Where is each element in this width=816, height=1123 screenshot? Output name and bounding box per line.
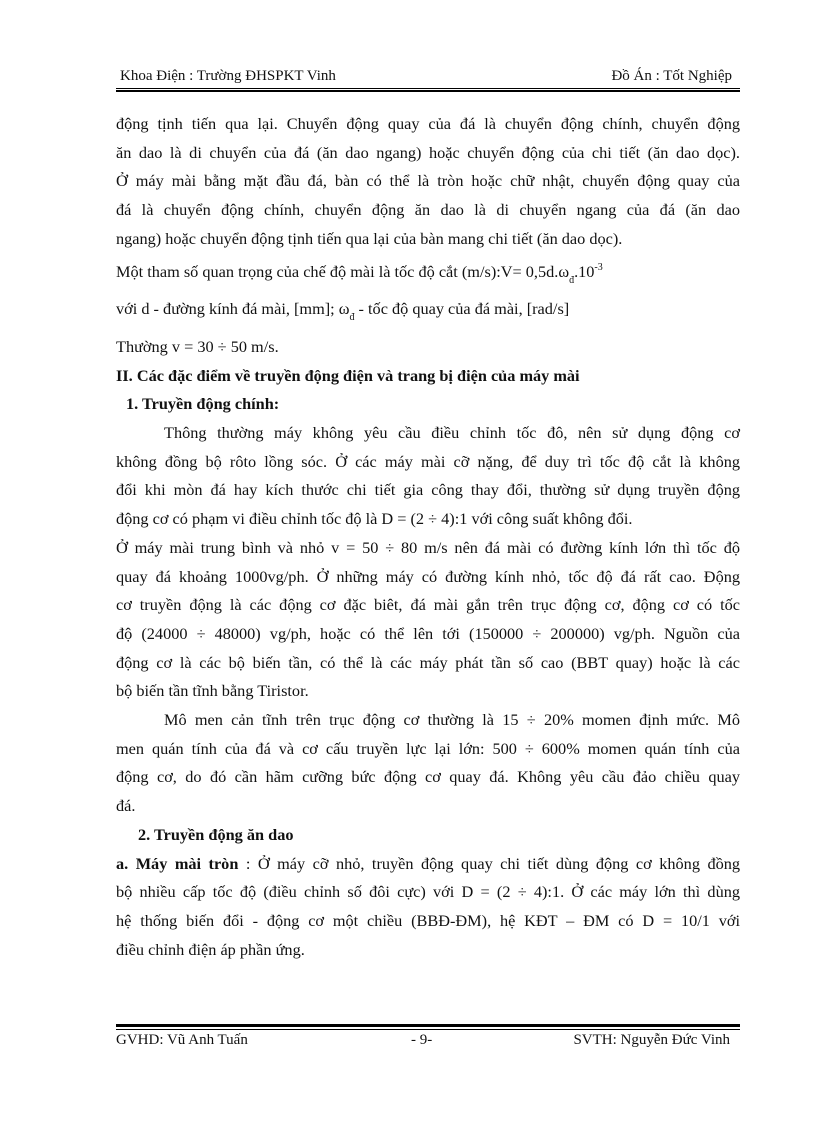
page-body [116, 110, 740, 964]
paragraph-line: ngang) hoặc chuyển động tịnh tiến qua lại của bàn mang chi tiết (ăn dao dọc). [116, 228, 623, 248]
paragraph-line: điều chỉnh điện áp phần ứng. [116, 939, 305, 959]
variable-subscript: đ [349, 312, 355, 324]
paragraph-line: Ở máy mài trung bình và nhỏ v = 50 ÷ 80 m/s nên đá mài có đường kính lớn thì tốc độ [116, 537, 740, 557]
formula-text: Một tham số quan trọng của chế độ mài là tốc độ cắt (m/s):V= 0,5d.ω [116, 261, 570, 281]
bold-lead: a. Máy mài tròn [116, 853, 239, 873]
paragraph-text: : Ở máy cỡ nhỏ, truyền động quay chi tiết dùng động cơ không đồng [238, 853, 741, 873]
header-right: Đồ Án : Tốt Nghiệp [611, 68, 732, 84]
footer-rule [116, 1029, 740, 1030]
formula-subscript: đ [569, 274, 575, 286]
paragraph-line [116, 850, 740, 879]
paragraph-line: ăn dao là di chuyển của đá (ăn dao ngang) hoặc chuyển động của chi tiết (ăn dao dọc). [116, 142, 740, 162]
paragraph-line: không đồng bộ rôto lồng sóc. Ở các máy mài cỡ nặng, để duy trì tốc độ cắt là không [116, 451, 740, 471]
footer-supervisor: GVHD: Vũ Anh Tuấn [116, 1032, 248, 1048]
header-rule [116, 88, 740, 89]
paragraph-line: đá. [116, 796, 136, 816]
cutting-speed-formula [116, 254, 740, 296]
subsection-heading-main-drive: 1. Truyền động chính: [126, 394, 280, 414]
paragraph-line: độ (24000 ÷ 48000) vg/ph, hoặc có thể lên tới (150000 ÷ 200000) vg/ph. Nguồn của [116, 623, 740, 643]
formula-superscript: -3 [594, 261, 603, 273]
page-number: - 9- [411, 1032, 433, 1048]
footer-rule-thick [116, 1024, 740, 1027]
subsection-heading-feed-drive: 2. Truyền động ăn dao [138, 824, 294, 844]
paragraph-line: Thông thường máy không yêu cầu điều chỉnh tốc đô, nên sử dụng động cơ [164, 423, 740, 443]
variable-definition [116, 295, 740, 333]
paragraph-line: quay đá khoảng 1000vg/ph. Ở những máy có đường kính nhỏ, tốc độ đá rất cao. Động [116, 566, 740, 586]
header-rule-thick [116, 90, 740, 92]
formula-factor: .10 [574, 261, 595, 281]
paragraph-line: động cơ, do đó cần hãm cưỡng bức động cơ quay đá. Không yêu cầu đảo chiều quay [116, 767, 740, 787]
paragraph-line: động cơ có phạm vi điều chỉnh tốc độ là D = (2 ÷ 4):1 với công suất không đổi. [116, 509, 633, 529]
paragraph-line: hệ thống biến đổi - động cơ một chiều (BBĐ-ĐM), hệ KĐT – ĐM có D = 10/1 với [116, 910, 740, 930]
paragraph-line: đổi khi mòn đá hay kích thước chi tiết gia công thay đổi, thường sử dụng truyền động [116, 480, 740, 500]
paragraph-line: động cơ là các bộ biến tần, có thể là các máy phát tần số cao (BBT quay) hoặc là các [116, 652, 740, 672]
paragraph-line: men quán tính của đá và cơ cấu truyền lực lại lớn: 500 ÷ 600% momen quán tính của [116, 738, 740, 758]
variable-text-b: - tốc độ quay của đá mài, [rad/s] [354, 299, 570, 319]
usual-speed: Thường v = 30 ÷ 50 m/s. [116, 336, 279, 356]
paragraph-line: đá là chuyển động chính, chuyển động ăn dao là di chuyển ngang của đá (ăn dao [116, 200, 740, 220]
paragraph-line: bộ nhiều cấp tốc độ (điều chỉnh số đôi cực) với D = (2 ÷ 4):1. Ở các máy lớn thì dùng [116, 882, 740, 902]
paragraph-line: bộ biến tần tĩnh bằng Tiristor. [116, 681, 309, 701]
paragraph-line: động tịnh tiến qua lại. Chuyển động quay của đá là chuyển động chính, chuyển động [116, 114, 740, 133]
paragraph-line: Ở máy mài bằng mặt đầu đá, bàn có thể là tròn hoặc chữ nhật, chuyển động quay của [116, 171, 740, 191]
section-heading: II. Các đặc điểm về truyền động điện và trang bị điện của máy mài [116, 365, 580, 385]
footer-student: SVTH: Nguyễn Đức Vinh [573, 1032, 730, 1048]
paragraph-line: cơ truyền động là các động cơ đặc biêt, đá mài gắn trên trục động cơ, động cơ có tốc [116, 595, 740, 615]
variable-text-a: với d - đường kính đá mài, [mm]; ω [116, 299, 350, 319]
header-left: Khoa Điện : Trường ĐHSPKT Vinh [120, 68, 336, 84]
paragraph-line: Mô men cản tĩnh trên trục động cơ thường là 15 ÷ 20% momen định mức. Mô [164, 710, 740, 730]
